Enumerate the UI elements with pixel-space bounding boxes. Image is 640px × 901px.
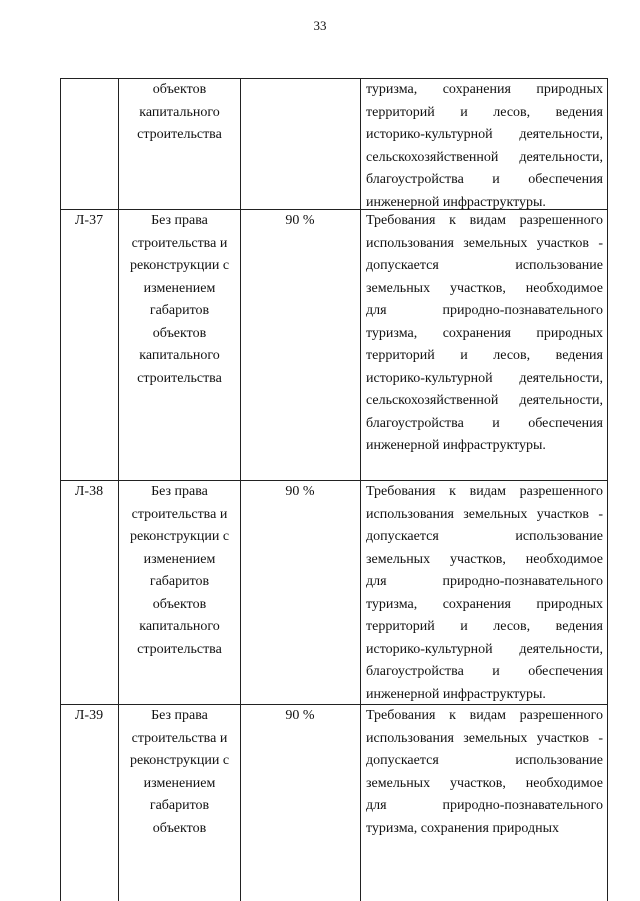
requirement-line: использования земельных участков - bbox=[366, 730, 603, 746]
page-number: 33 bbox=[313, 18, 327, 33]
requirement-line: допускается использование bbox=[366, 753, 603, 768]
percent-value: 90 % bbox=[285, 484, 315, 499]
restriction-line: объектов bbox=[152, 596, 207, 612]
requirement-line: Требования к видам разрешенного bbox=[366, 213, 603, 228]
requirement-line: земельных участков, необходимое bbox=[366, 775, 603, 791]
requirement-line: благоустройства и обеспечения bbox=[366, 172, 603, 187]
requirement-line: для природно-познавательного bbox=[366, 798, 603, 813]
restriction-line: Без права bbox=[151, 484, 208, 499]
restriction-line: реконструкции с bbox=[129, 529, 230, 544]
table-border-right bbox=[607, 78, 608, 901]
restriction-cell bbox=[119, 79, 240, 147]
requirement-line: туризма, сохранения природных bbox=[366, 82, 603, 97]
requirement-line: туризма, сохранения природных bbox=[366, 325, 603, 341]
restriction-line: капитального bbox=[139, 104, 220, 120]
requirement-line: благоустройства и обеспечения bbox=[366, 664, 603, 679]
restriction-line: объектов bbox=[152, 325, 207, 341]
requirements-cell bbox=[366, 210, 603, 458]
requirement-line: инженерной инфраструктуры. bbox=[366, 194, 546, 210]
requirements-cell bbox=[366, 705, 603, 840]
column-divider bbox=[360, 78, 361, 901]
restriction-line: Без права bbox=[151, 708, 208, 723]
requirement-line: инженерной инфраструктуры. bbox=[366, 686, 546, 702]
requirement-line: использования земельных участков - bbox=[366, 235, 603, 251]
requirements-cell bbox=[366, 481, 603, 706]
requirement-line: туризма, сохранения природных bbox=[366, 820, 560, 836]
requirement-line: использования земельных участков - bbox=[366, 506, 603, 522]
requirement-line: территорий и лесов, ведения bbox=[366, 104, 603, 120]
restriction-cell bbox=[119, 481, 240, 661]
requirement-line: допускается использование bbox=[366, 258, 603, 273]
restriction-line: реконструкции с bbox=[129, 258, 230, 273]
requirement-line: сельскохозяйственной деятельности, bbox=[366, 393, 603, 408]
requirement-line: земельных участков, необходимое bbox=[366, 551, 603, 567]
restriction-line: строительства bbox=[137, 127, 222, 142]
requirement-line: историко-культурной деятельности, bbox=[366, 127, 603, 142]
requirement-line: территорий и лесов, ведения bbox=[366, 348, 603, 363]
zone-code: Л-39 bbox=[74, 708, 104, 723]
restriction-line: изменением bbox=[143, 280, 216, 296]
restriction-line: реконструкции с bbox=[129, 753, 230, 768]
restriction-line: габаритов bbox=[149, 303, 210, 318]
restriction-line: строительства и bbox=[131, 730, 228, 746]
restriction-line: капитального bbox=[139, 619, 220, 634]
requirements-cell bbox=[366, 79, 603, 214]
restriction-cell bbox=[119, 705, 240, 840]
requirement-line: земельных участков, необходимое bbox=[366, 280, 603, 296]
zone-code: Л-37 bbox=[74, 213, 104, 228]
requirement-line: Требования к видам разрешенного bbox=[366, 484, 603, 499]
requirement-line: Требования к видам разрешенного bbox=[366, 708, 603, 723]
requirement-line: для природно-познавательного bbox=[366, 574, 603, 589]
requirement-line: историко-культурной деятельности, bbox=[366, 641, 603, 657]
restriction-line: строительства и bbox=[131, 506, 228, 522]
percent-value: 90 % bbox=[285, 213, 315, 228]
requirement-line: благоустройства и обеспечения bbox=[366, 415, 603, 431]
restriction-line: Без права bbox=[151, 213, 208, 228]
restriction-line: габаритов bbox=[149, 798, 210, 813]
requirement-line: для природно-познавательного bbox=[366, 303, 603, 318]
requirement-line: историко-культурной деятельности, bbox=[366, 370, 603, 386]
restriction-line: изменением bbox=[143, 775, 216, 791]
requirement-line: сельскохозяйственной деятельности, bbox=[366, 149, 603, 165]
zone-code: Л-38 bbox=[74, 484, 104, 499]
percent-value: 90 % bbox=[285, 708, 315, 723]
restriction-line: габаритов bbox=[149, 574, 210, 589]
restriction-line: объектов bbox=[152, 82, 207, 97]
restriction-line: объектов bbox=[152, 820, 207, 836]
requirement-line: инженерной инфраструктуры. bbox=[366, 438, 546, 453]
requirement-line: допускается использование bbox=[366, 529, 603, 544]
restriction-line: строительства bbox=[137, 370, 222, 386]
restriction-cell bbox=[119, 210, 240, 390]
restriction-line: строительства и bbox=[131, 235, 228, 251]
requirement-line: территорий и лесов, ведения bbox=[366, 619, 603, 634]
restriction-line: капитального bbox=[139, 348, 220, 363]
requirement-line: туризма, сохранения природных bbox=[366, 596, 603, 612]
restriction-line: строительства bbox=[137, 641, 222, 657]
restriction-line: изменением bbox=[143, 551, 216, 567]
